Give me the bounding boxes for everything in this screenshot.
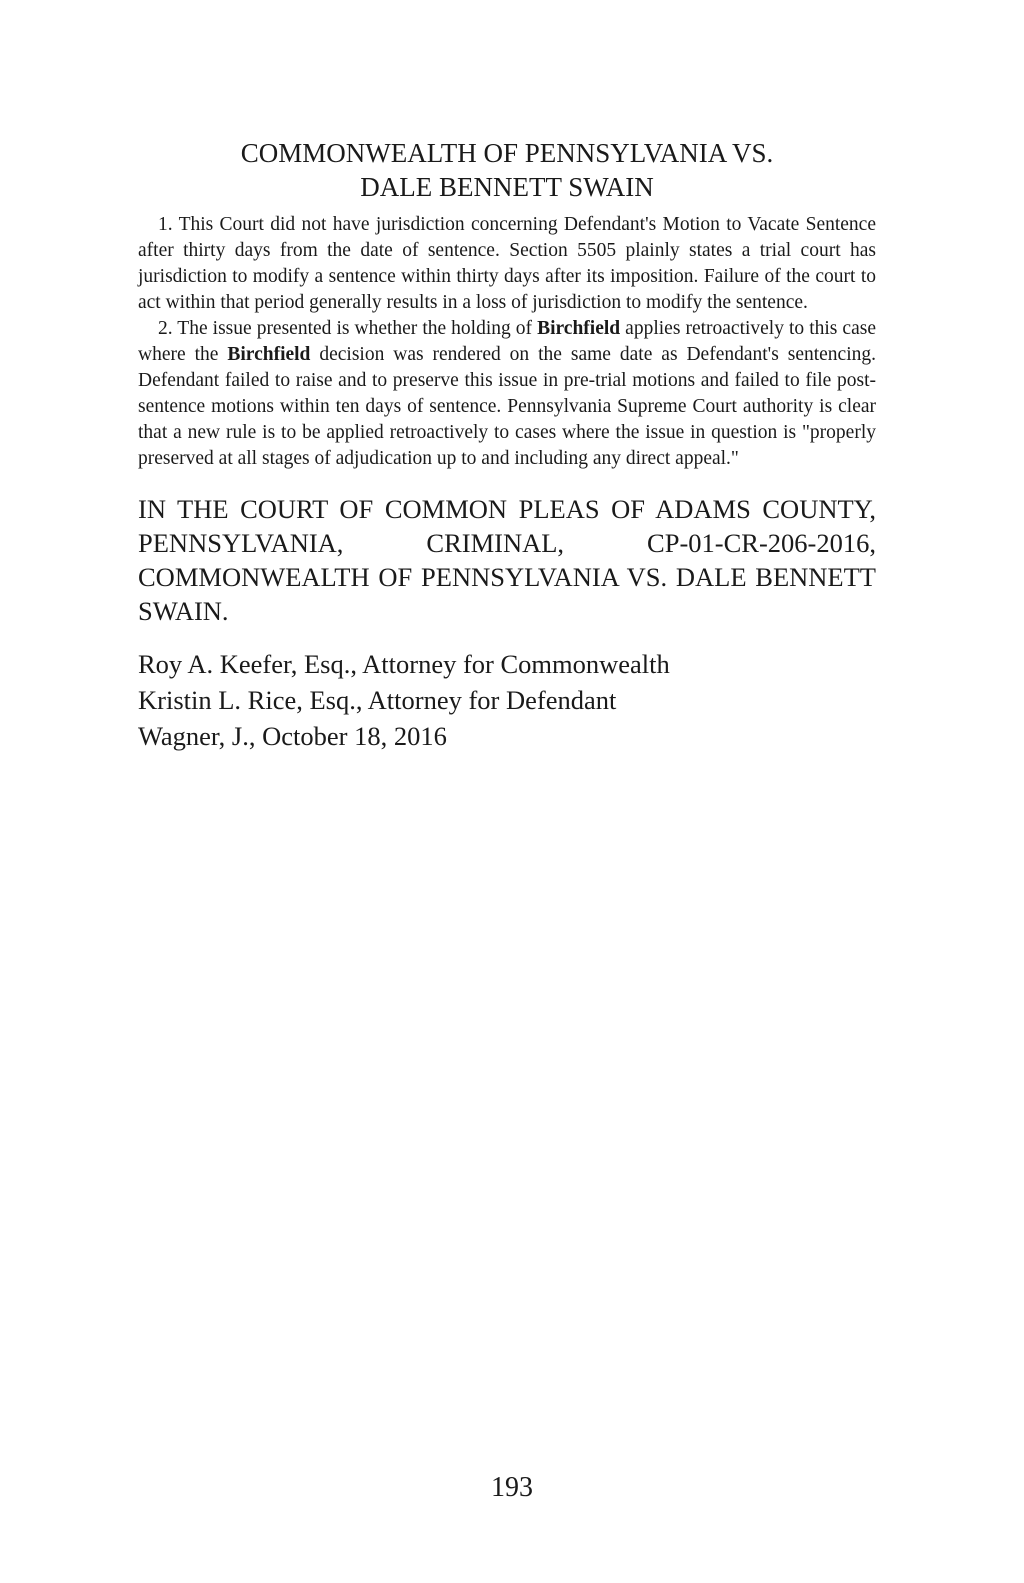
judge-and-date: Wagner, J., October 18, 2016 <box>138 721 447 751</box>
headnote-1: 1. This Court did not have jurisdiction concerning Defendant's Motion to Vacate Sentence after thirty days from the date of sentence. Section 5505 plainly states a trial court has jurisdiction to modify a sentence within thirty days after its imposition. Failure of the court to act within that period generally results in a loss of jurisdiction to modify the sentence. <box>138 214 876 313</box>
case-title-line-1: COMMONWEALTH OF PENNSYLVANIA VS. <box>240 138 774 168</box>
headnote-2-text-b: applies retroactively to this case where the <box>138 318 876 365</box>
case-title <box>138 136 876 204</box>
counsel-block <box>138 646 876 754</box>
page-content <box>138 136 876 754</box>
case-title-line-2: DALE BENNETT SWAIN <box>360 172 654 202</box>
headnote-2-text-c: decision was rendered on the same date as Defendant's sentencing. Defendant failed to raise and to preserve this issue in pre-trial motions and failed to file post-sentence motions within ten days of sentence. Pennsylvania Supreme Court authority is clear that a new rule is to be applied retroactively to cases where the issue in question is "properly preserved at all stages of adjudication up to and including any direct appeal." <box>138 344 876 469</box>
attorney-defendant: Kristin L. Rice, Esq., Attorney for Defendant <box>138 685 617 715</box>
attorney-commonwealth: Roy A. Keefer, Esq., Attorney for Commonwealth <box>138 649 670 679</box>
page-number: 193 <box>491 1472 533 1503</box>
case-citation-birchfield: Birchfield <box>537 318 621 339</box>
case-citation-birchfield: Birchfield <box>227 344 311 365</box>
headnote-2 <box>138 316 876 472</box>
court-caption: IN THE COURT OF COMMON PLEAS OF ADAMS COUNTY, PENNSYLVANIA, CRIMINAL, CP-01-CR-206-2016, COMMONWEALTH OF PENNSYLVANIA VS. DALE BENNETT SWAIN. <box>138 494 876 626</box>
headnote-2-text-a: 2. The issue presented is whether the holding of <box>158 318 538 339</box>
